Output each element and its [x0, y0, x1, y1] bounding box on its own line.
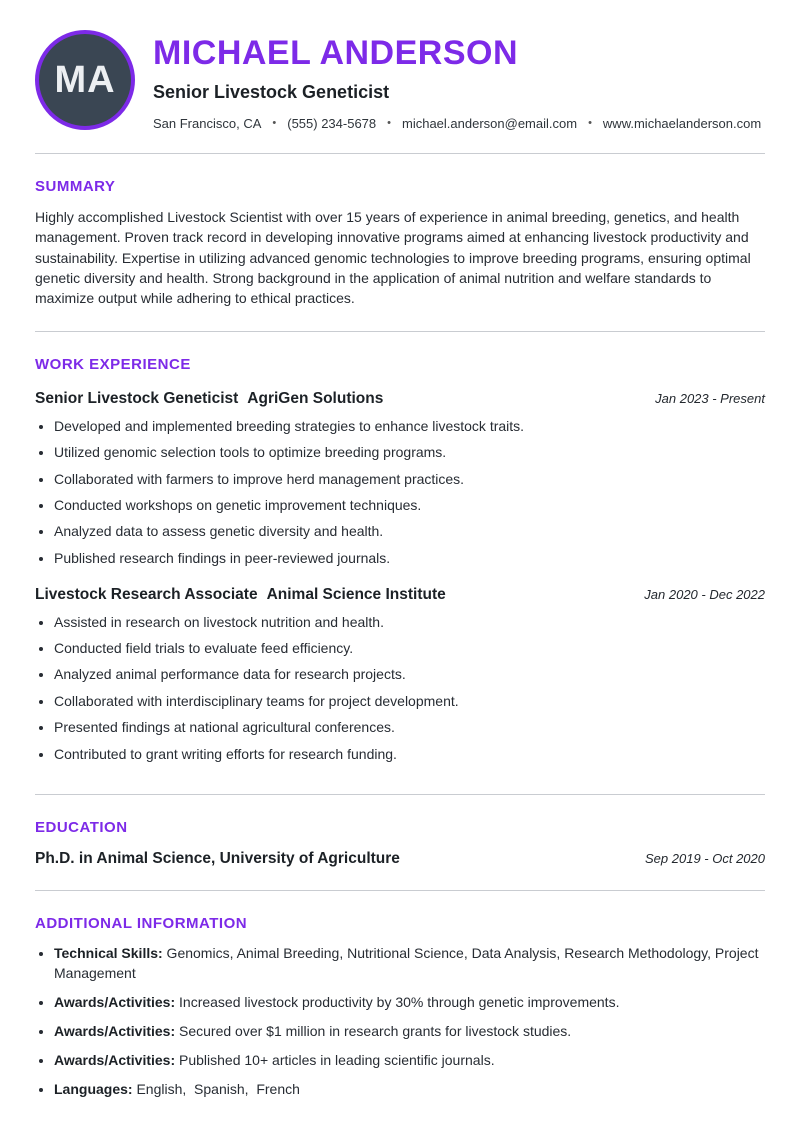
- info-text: English, Spanish, French: [132, 1080, 300, 1097]
- section-divider: [35, 794, 765, 795]
- job-bullet-list: [35, 613, 765, 765]
- job-role: Livestock Research Associate: [35, 585, 258, 603]
- additional-info-item: [54, 993, 765, 1013]
- contact-line: [153, 116, 761, 131]
- bullet-item: • Assisted in research on livestock nutrition and health.: [54, 613, 765, 633]
- bullet-item: • Developed and implemented breeding strategies to enhance livestock traits.: [54, 417, 765, 437]
- section-divider: [35, 153, 765, 154]
- job-role: Senior Livestock Geneticist: [35, 389, 239, 407]
- education-degree: Ph.D. in Animal Science, University of Agriculture: [35, 850, 400, 868]
- bullet-item: • Presented findings at national agricultural conferences.: [54, 718, 765, 738]
- bullet-item: • Conducted field trials to evaluate feed efficiency.: [54, 639, 765, 659]
- education-dates: Sep 2019 - Oct 2020: [645, 851, 765, 867]
- additional-info-item: [54, 1051, 765, 1071]
- person-name: MICHAEL ANDERSON: [153, 34, 519, 72]
- contact-website[interactable]: www.michaelanderson.com: [602, 115, 762, 131]
- header-text: [153, 30, 761, 131]
- info-label: Technical Skills:: [54, 945, 163, 962]
- summary-text: Highly accomplished Livestock Scientist with over 15 years of experience in animal breeding, genetics, and health management. Proven track record in developing innovative programs aimed at enhancing livestock productivity and sustainability. Expertise in utilizing advanced genomic technologies to improve breeding programs, ensuring optimal genetic diversity and health. Strong background in the application of animal nutrition and welfare standards to maximize output while adhering to ethical practices.: [35, 208, 751, 307]
- job-header: [35, 586, 765, 604]
- section-divider: [35, 331, 765, 332]
- info-label: Languages:: [54, 1080, 133, 1097]
- job-bullet-list: [35, 417, 765, 569]
- info-label: Awards/Activities:: [54, 994, 176, 1011]
- info-text: Secured over $1 million in research grants for livestock studies.: [175, 1023, 572, 1039]
- job-title: [35, 586, 446, 604]
- additional-info-item: [54, 1080, 765, 1100]
- job-dates: Jan 2023 - Present: [655, 390, 765, 406]
- info-label: Awards/Activities:: [54, 1023, 176, 1039]
- avatar-initials: MA: [54, 58, 116, 101]
- job-title: [35, 390, 383, 408]
- resume-header: [35, 30, 765, 131]
- contact-location: San Francisco, CA: [153, 115, 262, 131]
- bullet-item: • Collaborated with farmers to improve herd management practices.: [54, 470, 765, 490]
- bullet-item: • Collaborated with interdisciplinary teams for project development.: [54, 692, 765, 712]
- job-entry: [35, 586, 765, 765]
- additional-info-list: [35, 944, 765, 1099]
- job-entry: [35, 390, 765, 569]
- job-company: AgriGen Solutions: [247, 389, 384, 407]
- education-heading: EDUCATION: [35, 819, 128, 837]
- contact-separator: •: [272, 117, 277, 130]
- section-divider: [35, 890, 765, 891]
- contact-email[interactable]: michael.anderson@email.com: [402, 115, 578, 131]
- work-experience-heading: WORK EXPERIENCE: [35, 355, 191, 373]
- bullet-item: • Contributed to grant writing efforts for research funding.: [54, 745, 765, 765]
- job-company: Animal Science Institute: [266, 585, 446, 603]
- bullet-item: • Utilized genomic selection tools to optimize breeding programs.: [54, 443, 765, 463]
- additional-information-heading: ADDITIONAL INFORMATION: [35, 915, 248, 933]
- bullet-item: • Analyzed animal performance data for research projects.: [54, 665, 765, 685]
- job-header: [35, 390, 765, 408]
- contact-separator: •: [588, 117, 592, 130]
- bullet-item: • Analyzed data to assess genetic diversity and health.: [54, 522, 765, 542]
- additional-info-item: [54, 1022, 765, 1042]
- job-dates: Jan 2020 - Dec 2022: [644, 586, 765, 602]
- avatar: [35, 30, 135, 130]
- person-job-title: Senior Livestock Geneticist: [153, 81, 390, 102]
- info-label: Awards/Activities:: [54, 1051, 176, 1068]
- summary-heading: SUMMARY: [35, 177, 116, 195]
- education-entry: [35, 850, 765, 868]
- info-text: Increased livestock productivity by 30% through genetic improvements.: [175, 994, 620, 1011]
- contact-separator: •: [387, 117, 391, 130]
- contact-phone: (555) 234-5678: [287, 115, 377, 131]
- bullet-item: • Conducted workshops on genetic improvement techniques.: [54, 496, 765, 516]
- info-text: Genomics, Animal Breeding, Nutritional Science, Data Analysis, Research Methodology, Project Management: [54, 945, 763, 982]
- bullet-item: • Published research findings in peer-reviewed journals.: [54, 549, 765, 569]
- additional-info-item: [54, 944, 765, 984]
- info-text: Published 10+ articles in leading scientific journals.: [175, 1051, 495, 1068]
